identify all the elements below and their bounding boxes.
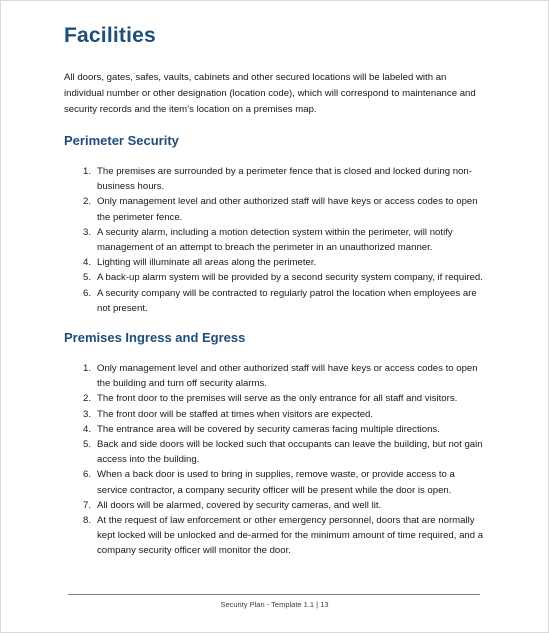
list-text: A security company will be contracted to regularly patrol the location when employees are not present. bbox=[97, 287, 477, 314]
list-item bbox=[83, 361, 484, 391]
intro-paragraph: All doors, gates, safes, vaults, cabinets and other secured locations will be labeled with an individual number or other designation (location code), which will correspond to maintenance and security records and the item’s location on a premises map. bbox=[64, 72, 476, 115]
list-text: The entrance area will be covered by security cameras facing multiple directions. bbox=[97, 423, 440, 435]
list-item bbox=[83, 255, 484, 270]
page-title: Facilities bbox=[64, 24, 156, 47]
list-item bbox=[83, 194, 484, 224]
list-item bbox=[83, 498, 484, 513]
list-text: Back and side doors will be locked such that occupants can leave the building, but not gain access into the building. bbox=[97, 439, 483, 466]
list-text: At the request of law enforcement or other emergency personnel, doors that are normally kept locked will be unlocked and de-armed for the minimum amount of time required, and a company security officer will monitor the door. bbox=[97, 515, 484, 557]
list-text: All doors will be alarmed, covered by security cameras, and well lit. bbox=[97, 499, 382, 511]
list-number: 1. bbox=[83, 363, 92, 375]
list-number: 5. bbox=[83, 272, 92, 284]
list-text: When a back door is used to bring in supplies, remove waste, or provide access to a service contractor, a company security officer will be present while the door is open. bbox=[97, 469, 455, 496]
list-text: Lighting will illuminate all areas along the perimeter. bbox=[97, 257, 317, 269]
list-number: 6. bbox=[83, 469, 92, 481]
list-number: 3. bbox=[83, 226, 92, 238]
section-heading-perimeter: Perimeter Security bbox=[64, 133, 179, 148]
list-text: Only management level and other authorized staff will have keys or access codes to open the building and turn off security alarms. bbox=[97, 363, 478, 390]
list-item bbox=[83, 225, 484, 255]
list-number: 7. bbox=[83, 499, 92, 511]
list-item bbox=[83, 164, 484, 194]
section-heading-ingress-egress: Premises Ingress and Egress bbox=[64, 330, 246, 346]
list-number: 4. bbox=[83, 423, 92, 435]
list-number: 5. bbox=[83, 439, 92, 451]
list-item bbox=[83, 422, 484, 437]
list-item bbox=[83, 437, 484, 467]
list-item bbox=[83, 270, 484, 285]
list-item bbox=[83, 407, 484, 422]
list-number: 6. bbox=[83, 287, 92, 299]
footer-divider bbox=[68, 594, 480, 595]
list-number: 4. bbox=[83, 257, 92, 269]
list-text: The premises are surrounded by a perimeter fence that is closed and locked during non-business hours. bbox=[97, 166, 472, 193]
list-number: 8. bbox=[83, 515, 92, 527]
list-item bbox=[83, 467, 484, 497]
ingress-egress-list bbox=[64, 361, 484, 559]
document-body bbox=[64, 24, 484, 559]
list-text: A security alarm, including a motion detection system within the perimeter, will notify management of an attempt to breach the perimeter in an unauthorized manner. bbox=[97, 226, 453, 254]
perimeter-list bbox=[64, 164, 484, 316]
list-number: 3. bbox=[83, 408, 92, 420]
list-number: 2. bbox=[83, 196, 92, 208]
list-text: Only management level and other authorized staff will have keys or access codes to open the perimeter fence. bbox=[97, 196, 478, 223]
list-text: A back-up alarm system will be provided by a second security system company, if required. bbox=[97, 272, 483, 284]
list-item bbox=[83, 286, 484, 316]
list-item bbox=[83, 513, 484, 559]
list-text: The front door to the premises will serve as the only entrance for all staff and visitors. bbox=[97, 393, 458, 405]
list-text: The front door will be staffed at times when visitors are expected. bbox=[97, 408, 374, 420]
list-item bbox=[83, 391, 484, 406]
page-footer: Security Plan - Template 1.1 | 13 bbox=[220, 600, 329, 609]
list-number: 2. bbox=[83, 393, 92, 405]
list-number: 1. bbox=[83, 166, 92, 177]
